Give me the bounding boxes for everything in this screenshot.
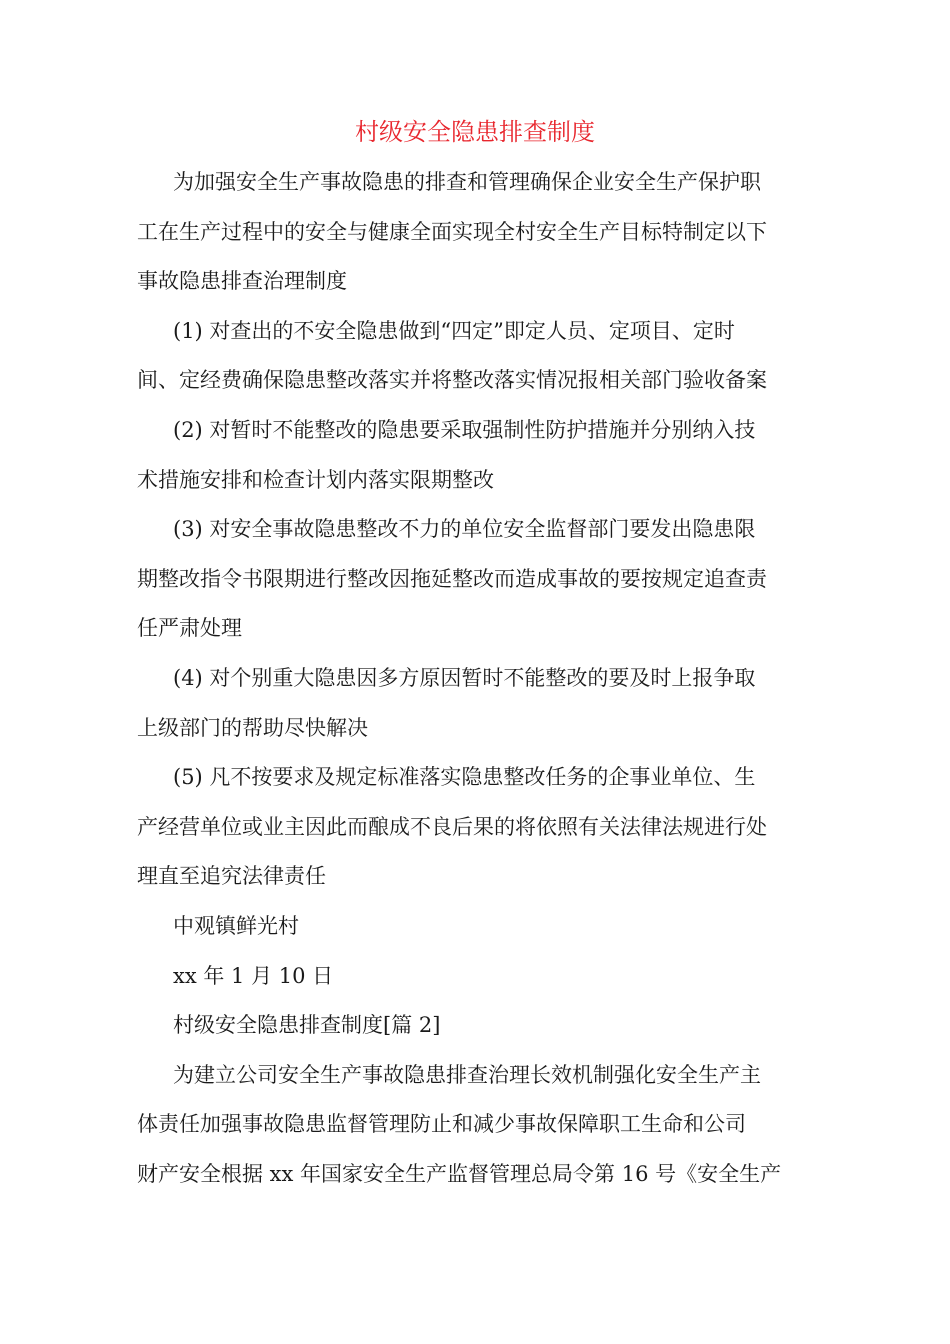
paragraph-line: 村级安全隐患排查制度[篇 2] bbox=[173, 1013, 441, 1038]
paragraph-line: 事故隐患排查治理制度 bbox=[137, 269, 347, 294]
paragraph-line: 为建立公司安全生产事故隐患排查治理长效机制强化安全生产主 bbox=[173, 1062, 761, 1087]
rule-item-1 bbox=[137, 307, 813, 406]
paragraph-line: 为加强安全生产事故隐患的排查和管理确保企业安全生产保护职 bbox=[173, 170, 761, 194]
intro-paragraph bbox=[137, 158, 813, 307]
rule-item-5 bbox=[137, 753, 813, 902]
paragraph-line: 中观镇鲜光村 bbox=[173, 913, 299, 938]
signature-organization bbox=[137, 902, 813, 952]
rule-item-4 bbox=[137, 654, 813, 753]
paragraph-line: (5) 凡不按要求及规定标准落实隐患整改任务的企事业单位、生 bbox=[173, 765, 756, 790]
paragraph-line: 体责任加强事故隐患监督管理防止和减少事故保障职工生命和公司 bbox=[137, 1112, 746, 1137]
paragraph-line: 术措施安排和检查计划内落实限期整改 bbox=[137, 467, 494, 492]
paragraph-line: 产经营单位或业主因此而酿成不良后果的将依照有关法律法规进行处 bbox=[137, 814, 767, 839]
section-heading-part-2 bbox=[137, 1001, 813, 1051]
paragraph-line: (2) 对暂时不能整改的隐患要采取强制性防护措施并分别纳入技 bbox=[173, 417, 756, 442]
paragraph-line: 任严肃处理 bbox=[137, 616, 242, 641]
paragraph-line: 期整改指令书限期进行整改因拖延整改而造成事故的要按规定追查责 bbox=[137, 566, 767, 591]
paragraph-line: (3) 对安全事故隐患整改不力的单位安全监督部门要发出隐患限 bbox=[173, 517, 756, 542]
document-page bbox=[137, 110, 813, 1199]
signature-date bbox=[137, 952, 813, 1002]
paragraph-line: 工在生产过程中的安全与健康全面实现全村安全生产目标特制定以下 bbox=[137, 219, 767, 244]
rule-item-3 bbox=[137, 505, 813, 654]
rule-item-2 bbox=[137, 406, 813, 505]
document-title: 村级安全隐患排查制度 bbox=[355, 118, 595, 146]
part-2-intro-paragraph bbox=[137, 1051, 813, 1200]
paragraph-line: 财产安全根据 xx 年国家安全生产监督管理总局令第 16 号《安全生产 bbox=[137, 1161, 782, 1186]
paragraph-line: xx 年 1 月 10 日 bbox=[173, 963, 334, 988]
paragraph-line: 理直至追究法律责任 bbox=[137, 864, 326, 889]
paragraph-line: 间、定经费确保隐患整改落实并将整改落实情况报相关部门验收备案 bbox=[137, 368, 767, 393]
paragraph-line: 上级部门的帮助尽快解决 bbox=[137, 715, 368, 740]
paragraph-line: (1) 对查出的不安全隐患做到“四定”即定人员、定项目、定时 bbox=[173, 318, 735, 343]
paragraph-line: (4) 对个别重大隐患因多方原因暂时不能整改的要及时上报争取 bbox=[173, 665, 756, 690]
